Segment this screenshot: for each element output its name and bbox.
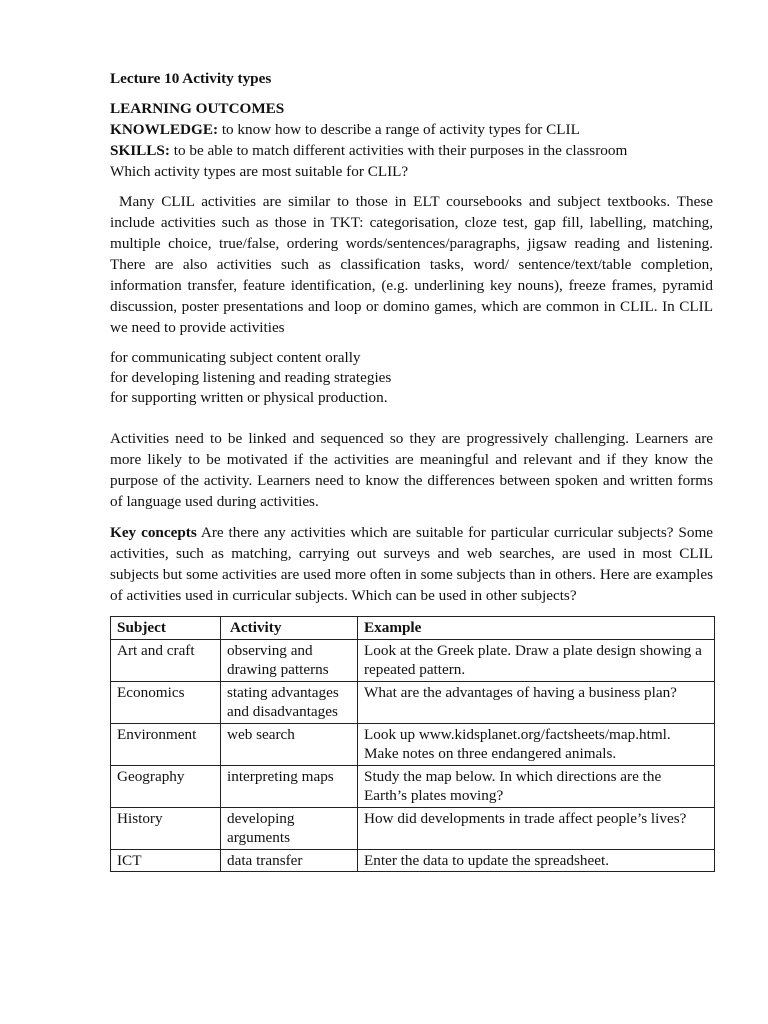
skills-line [110, 140, 713, 161]
cell-subject: Economics [111, 681, 221, 723]
lecture-title: Lecture 10 Activity types [110, 70, 272, 87]
table-row [111, 849, 715, 872]
cell-subject: Environment [111, 723, 221, 765]
cell-activity: interpreting maps [221, 765, 358, 807]
cell-example: Enter the data to update the spreadsheet. [358, 849, 715, 872]
document-page [110, 68, 713, 872]
key-concepts-paragraph [110, 522, 713, 606]
key-concepts-label: Key concepts [110, 524, 197, 541]
activities-table [110, 616, 715, 872]
cell-activity: stating advantages and disadvantages [221, 681, 358, 723]
cell-example: Look up www.kidsplanet.org/factsheets/map.html. Make notes on three endangered animals. [358, 723, 715, 765]
table-header-row [111, 617, 715, 640]
knowledge-text: to know how to describe a range of activity types for CLIL [218, 121, 580, 138]
sequencing-paragraph: Activities need to be linked and sequenced so they are progressively challenging. Learners are more likely to be motivated if the activities are meaningful and relevant and if they know the purpose of the activity. Learners need to know the differences between spoken and written forms of language used during activities. [110, 430, 713, 510]
table-row [111, 639, 715, 681]
key-concepts-text: Are there any activities which are suitable for particular curricular subjects? Some activities, such as matching, carrying out surveys and web searches, are used in most CLIL subjects but some activities are used more often in some subjects than in others. Here are examples of activities used in curricular subjects. Which can be used in other subjects? [110, 524, 714, 604]
outcomes-heading: LEARNING OUTCOMES [110, 100, 285, 117]
needs-list [110, 348, 713, 408]
header-subject: Subject [111, 617, 221, 640]
cell-example: Study the map below. In which directions are the Earth’s plates moving? [358, 765, 715, 807]
knowledge-label: KNOWLEDGE: [110, 121, 219, 138]
header-activity: Activity [221, 617, 358, 640]
needs-item: for communicating subject content orally [110, 349, 361, 366]
table-row [111, 681, 715, 723]
cell-subject: History [111, 807, 221, 849]
cell-subject: Art and craft [111, 639, 221, 681]
cell-activity: web search [221, 723, 358, 765]
table-row [111, 807, 715, 849]
cell-activity: data transfer [221, 849, 358, 872]
cell-activity: observing and drawing patterns [221, 639, 358, 681]
skills-text: to be able to match different activities with their purposes in the classroom [169, 142, 628, 159]
header-example: Example [358, 617, 715, 640]
cell-example: How did developments in trade affect people’s lives? [358, 807, 715, 849]
outcomes-question: Which activity types are most suitable for CLIL? [110, 163, 409, 180]
needs-item: for supporting written or physical production. [110, 389, 388, 406]
table-row [111, 723, 715, 765]
cell-subject: ICT [111, 849, 221, 872]
cell-activity: developing arguments [221, 807, 358, 849]
intro-paragraph: Many CLIL activities are similar to those in ELT coursebooks and subject textbooks. These include activities such as those in TKT: categorisation, cloze test, gap fill, labelling, matching, multiple choice, true/false, ordering words/sentences/paragraphs, jigsaw reading and listening. There are also activities such as classification tasks, word/ sentence/text/table completion, information transfer, feature identification, (e.g. underlining key nouns), freeze frames, pyramid discussion, poster presentations and loop or domino games, which are common in CLIL. In CLIL we need to provide activities [110, 193, 713, 336]
needs-item: for developing listening and reading strategies [110, 369, 392, 386]
knowledge-line [110, 119, 713, 140]
cell-example: What are the advantages of having a business plan? [358, 681, 715, 723]
cell-example: Look at the Greek plate. Draw a plate design showing a repeated pattern. [358, 639, 715, 681]
learning-outcomes [110, 98, 713, 182]
cell-subject: Geography [111, 765, 221, 807]
skills-label: SKILLS: [110, 142, 170, 159]
table-row [111, 765, 715, 807]
